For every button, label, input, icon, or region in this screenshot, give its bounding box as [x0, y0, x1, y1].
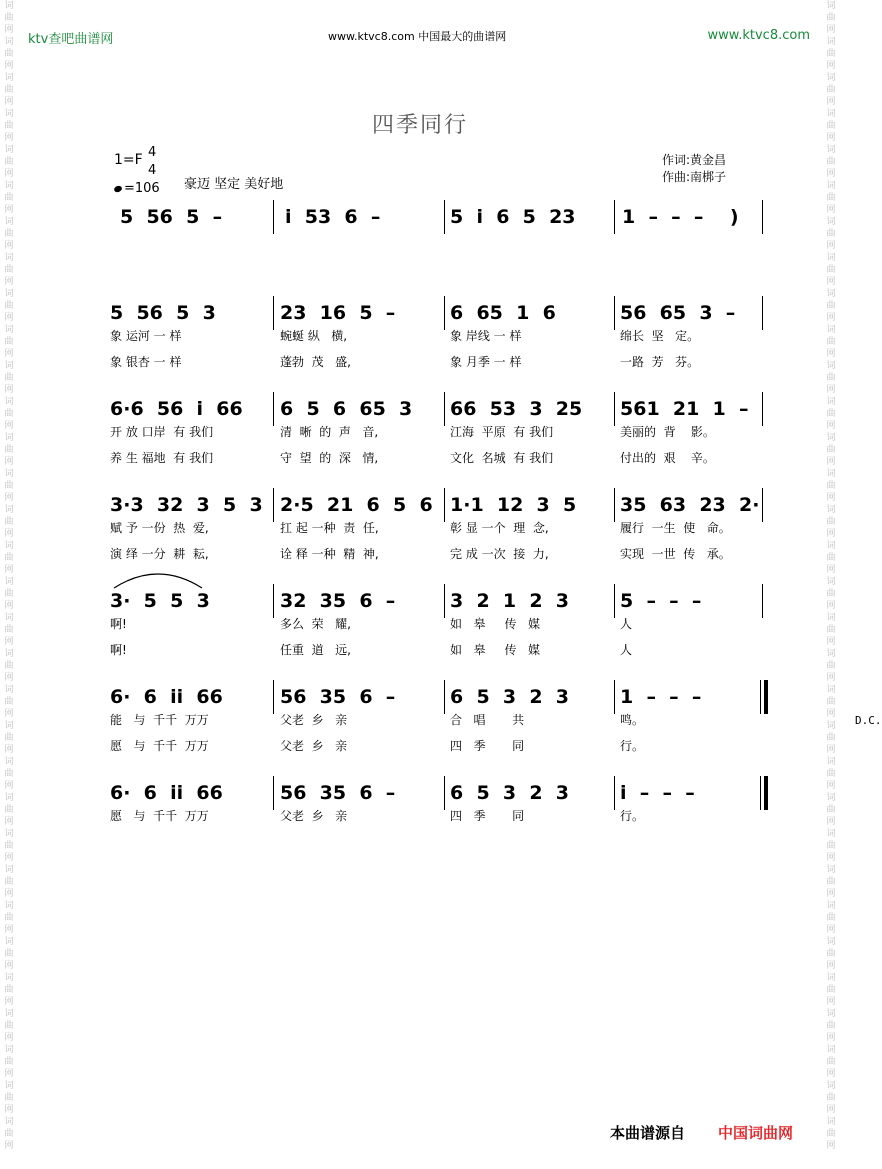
notes-row	[110, 302, 770, 330]
measure: 56 35 6 –	[280, 686, 396, 708]
measure: i – – –	[620, 782, 695, 804]
measure: 5 – – –	[620, 590, 702, 612]
tempo-value: =106	[124, 181, 160, 196]
expression-marking: 豪迈 坚定 美好地	[184, 177, 284, 192]
barline	[614, 680, 615, 714]
lyric-line-2	[110, 353, 770, 369]
measure: 561 21 1 –	[620, 398, 749, 420]
measure: 56 65 3 –	[620, 302, 736, 324]
composer: 作曲:南梆子	[662, 170, 727, 184]
notes-row	[110, 398, 770, 426]
da-capo-marking: D.C.	[855, 714, 882, 727]
measure: 35 63 23 2·	[620, 494, 760, 516]
barline	[444, 200, 445, 234]
measure: 3· 5 5 3	[110, 590, 210, 612]
lyric-segment: 象 月季 一 样	[450, 355, 522, 369]
barline	[273, 776, 274, 810]
lyric-segment: 人	[620, 617, 633, 631]
lyric-segment: 养 生 福地 有 我们	[110, 451, 214, 465]
measure: 23 16 5 –	[280, 302, 396, 324]
lyric-segment: 绵长 坚 定。	[620, 329, 700, 343]
measure: 66 53 3 25	[450, 398, 583, 420]
measure: 6· 6 ii 66	[110, 782, 223, 804]
lyric-segment: 愿 与 千千 万万	[110, 809, 209, 823]
barline	[762, 392, 763, 426]
song-title: 四季同行	[371, 113, 468, 138]
lyric-segment: 愿 与 千千 万万	[110, 739, 209, 753]
site-url-right[interactable]: www.ktvc8.com	[707, 28, 810, 43]
lyric-segment: 父老 乡 亲	[280, 809, 348, 823]
barline	[614, 392, 615, 426]
lyric-segment: 合 唱 共	[450, 713, 525, 727]
measure: 32 35 6 –	[280, 590, 396, 612]
measure: 3·3 32 3 5 3	[110, 494, 263, 516]
lyric-segment: 象 银杏 一 样	[110, 355, 182, 369]
notes-row	[110, 206, 770, 234]
measure: 6· 6 ii 66	[110, 686, 223, 708]
lyricist: 作词:黄金昌	[662, 153, 727, 167]
lyric-segment: 象 岸线 一 样	[450, 329, 522, 343]
lyric-line-2	[110, 545, 770, 561]
lyric-segment: 扛 起 一种 责 任,	[280, 521, 379, 535]
credits	[662, 152, 726, 186]
measure: 6 65 1 6	[450, 302, 556, 324]
barline	[762, 296, 763, 330]
lyric-segment: 啊!	[110, 643, 127, 657]
barline	[614, 584, 615, 618]
lyric-segment: 任重 道 远,	[280, 643, 351, 657]
tempo-marking	[114, 181, 160, 196]
barline	[444, 488, 445, 522]
lyric-segment: 彰 显 一个 理 念,	[450, 521, 549, 535]
barline	[273, 200, 274, 234]
measure: 2·5 21 6 5 6	[280, 494, 433, 516]
barline	[273, 392, 274, 426]
measure: 6 5 6 65 3	[280, 398, 413, 420]
lyric-segment: 蓬勃 茂 盛,	[280, 355, 351, 369]
lyric-segment: 啊!	[110, 617, 127, 631]
barline	[614, 296, 615, 330]
barline	[760, 776, 761, 810]
measure: 1 – – – )	[622, 206, 739, 228]
lyric-segment: 能 与 千千 万万	[110, 713, 209, 727]
lyric-segment: 美丽的 背 影。	[620, 425, 715, 439]
lyric-segment: 清 晰 的 声 音,	[280, 425, 379, 439]
final-barline	[764, 680, 768, 714]
lyric-segment: 实现 一世 传 承。	[620, 547, 731, 561]
notes-row	[110, 494, 770, 522]
site-name-left[interactable]: ktv查吧曲谱网	[28, 32, 114, 47]
time-signature-bottom: 4	[148, 163, 157, 178]
lyric-line-1	[110, 711, 770, 727]
barline	[762, 584, 763, 618]
lyric-segment: 行。	[620, 739, 645, 753]
barline	[762, 200, 763, 234]
lyric-segment: 一路 芳 芬。	[620, 355, 700, 369]
lyric-segment: 行。	[620, 809, 645, 823]
measure: 6 5 3 2 3	[450, 782, 570, 804]
slur-mark	[112, 568, 204, 590]
lyric-segment: 四 季 同	[450, 739, 525, 753]
lyric-line-1	[110, 519, 770, 535]
time-signature-top: 4	[148, 145, 157, 160]
lyric-segment: 诠 释 一种 精 神,	[280, 547, 379, 561]
measure: 56 35 6 –	[280, 782, 396, 804]
notes-row	[110, 590, 770, 618]
lyric-segment: 人	[620, 643, 633, 657]
barline	[444, 296, 445, 330]
lyric-segment: 父老 乡 亲	[280, 739, 348, 753]
barline	[444, 680, 445, 714]
lyric-segment: 如 皋 传 媒	[450, 617, 540, 631]
lyric-segment: 如 皋 传 媒	[450, 643, 540, 657]
barline	[273, 488, 274, 522]
notes-row	[110, 686, 770, 714]
lyric-segment: 四 季 同	[450, 809, 525, 823]
lyric-segment: 鸣。	[620, 713, 645, 727]
lyric-segment: 蜿蜒 纵 横,	[280, 329, 348, 343]
final-barline	[764, 776, 768, 810]
lyric-line-1	[110, 615, 770, 631]
barline	[273, 584, 274, 618]
lyric-segment: 江海 平原 有 我们	[450, 425, 554, 439]
lyric-segment: 演 绎 一分 耕 耘,	[110, 547, 209, 561]
time-signature	[148, 144, 156, 180]
barline	[614, 776, 615, 810]
lyric-segment: 守 望 的 深 情,	[280, 451, 379, 465]
lyric-segment: 文化 名城 有 我们	[450, 451, 554, 465]
lyric-line-2	[110, 641, 770, 657]
measure: 1 – – –	[620, 686, 702, 708]
lyric-line-2	[110, 737, 770, 753]
lyric-segment: 履行 一生 使 命。	[620, 521, 731, 535]
measure: 6 5 3 2 3	[450, 686, 570, 708]
lyric-segment: 付出的 艰 辛。	[620, 451, 715, 465]
measure: 1·1 12 3 5	[450, 494, 577, 516]
notes-row	[110, 782, 770, 810]
barline	[614, 200, 615, 234]
site-banner-center: www.ktvc8.com 中国最大的曲谱网	[328, 30, 507, 43]
lyric-segment: 象 运河 一 样	[110, 329, 182, 343]
measure: 3 2 1 2 3	[450, 590, 570, 612]
lyric-line-1	[110, 327, 770, 343]
lyric-segment: 完 成 一次 接 力,	[450, 547, 549, 561]
measure: 6·6 56 i 66	[110, 398, 243, 420]
barline	[760, 680, 761, 714]
measure: 5 56 5 3	[110, 302, 216, 324]
footer-site-link[interactable]: 中国词曲网	[718, 1124, 794, 1142]
barline	[614, 488, 615, 522]
measure: i 53 6 –	[285, 206, 381, 228]
right-watermark-strip: 词曲网词曲网词曲网词曲网词曲网词曲网词曲网词曲网词曲网词曲网词曲网词曲网词曲网词曲网词曲网词曲网词曲网词曲网词曲网词曲网词曲网词曲网词曲网词曲网词曲网词曲网词曲网词曲网词曲网词曲网词曲网词曲网	[826, 1, 836, 1151]
barline	[444, 392, 445, 426]
barline	[273, 296, 274, 330]
note-head-icon	[113, 184, 123, 192]
lyric-line-2	[110, 449, 770, 465]
measure: 5 56 5 –	[120, 206, 223, 228]
barline	[273, 680, 274, 714]
lyric-line-1	[110, 423, 770, 439]
lyric-line-1	[110, 807, 770, 823]
footer-source-label: 本曲谱源自	[610, 1124, 686, 1142]
barline	[444, 776, 445, 810]
key-signature: 1=F	[114, 152, 143, 168]
barline	[444, 584, 445, 618]
lyric-segment: 开 放 口岸 有 我们	[110, 425, 214, 439]
lyric-segment: 父老 乡 亲	[280, 713, 348, 727]
left-watermark-strip: 词曲网词曲网词曲网词曲网词曲网词曲网词曲网词曲网词曲网词曲网词曲网词曲网词曲网词曲网词曲网词曲网词曲网词曲网词曲网词曲网词曲网词曲网词曲网词曲网词曲网词曲网词曲网词曲网词曲网词曲网词曲网词曲网	[4, 1, 14, 1151]
measure: 5 i 6 5 23	[450, 206, 576, 228]
lyric-segment: 多么 荣 耀,	[280, 617, 351, 631]
barline	[762, 488, 763, 522]
lyric-segment: 赋 予 一份 热 爱,	[110, 521, 209, 535]
